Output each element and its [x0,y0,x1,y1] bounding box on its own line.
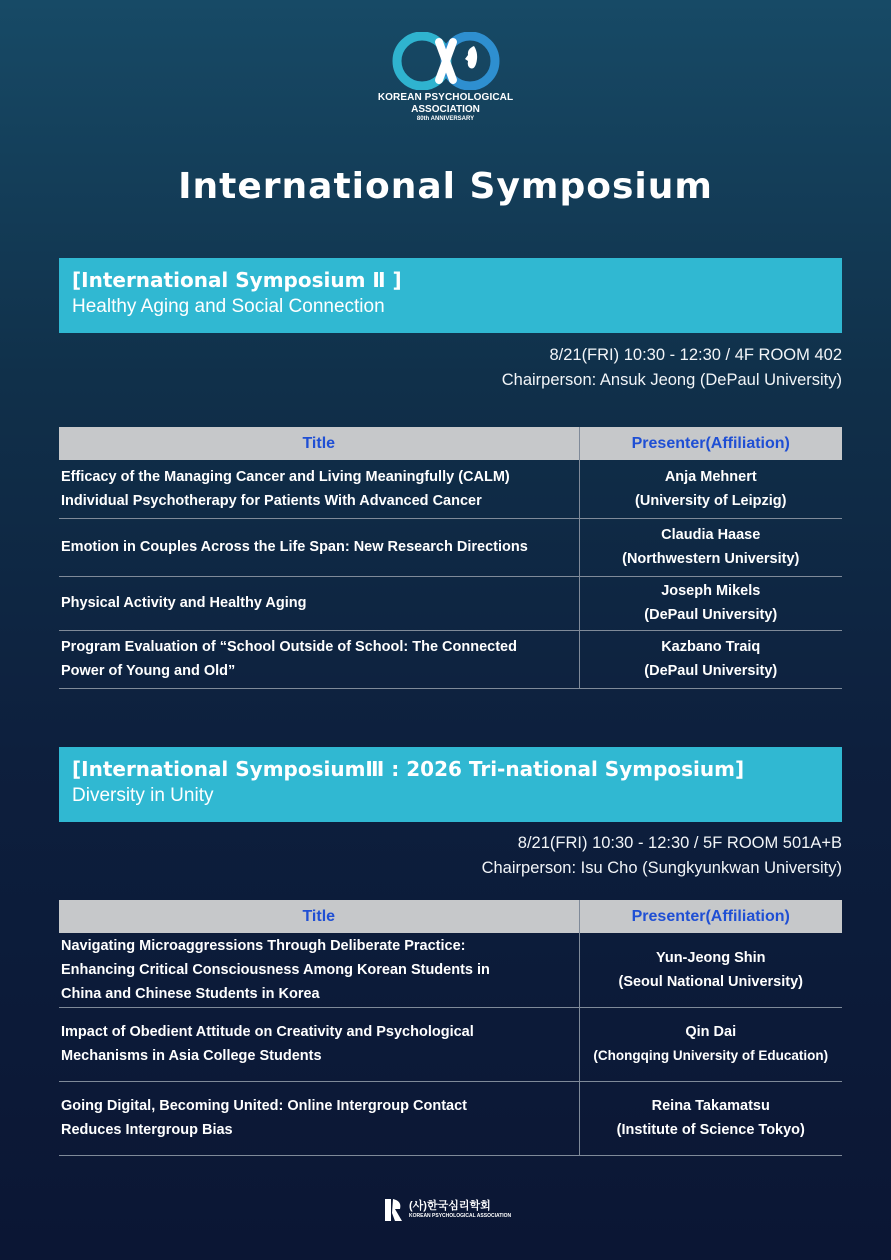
presenter-name: Yun-Jeong Shin [655,949,766,966]
presenter-affiliation: (DePaul University) [644,663,778,679]
session-2-banner [59,258,842,333]
infinity-faces-logo-icon [390,32,502,90]
presenter-cell [579,630,842,688]
logo-name-line1: KOREAN PSYCHOLOGICAL [377,92,514,103]
kpa-80th-logo [0,32,891,124]
session-2-table [59,427,842,689]
session-3-label: [International SymposiumⅢ : 2026 Tri-national Symposium] [72,757,745,781]
talk-title: Program Evaluation of “School Outside of School: The Connected Power of Young and Old” [59,630,579,688]
presenter-name: Anja Mehnert [664,468,757,485]
session-3-chair: Chairperson: Isu Cho (Sungkyunkwan University) [481,859,842,877]
logo-name-line2: ASSOCIATION [411,104,480,115]
talk-title: Impact of Obedient Attitude on Creativity and Psychological Mechanisms in Asia College Students [59,1007,579,1081]
session-2-info [502,343,842,393]
session-2-subtitle: Healthy Aging and Social Connection [72,296,385,317]
column-header-title: Title [59,900,579,933]
table-row [59,630,842,688]
column-header-presenter: Presenter(Affiliation) [579,900,842,933]
footer-org-korean: (사)한국심리학회 [409,1200,491,1212]
session-3-schedule: 8/21(FRI) 10:30 - 12:30 / 5F ROOM 501A+B [517,834,842,852]
presenter-name: Qin Dai [685,1024,737,1040]
presenter-affiliation: (DePaul University) [644,607,778,623]
page-title: International Symposium [178,166,713,207]
table-row [59,1081,842,1155]
presenter-cell [579,1007,842,1081]
presenter-cell [579,518,842,576]
session-3-banner [59,747,842,822]
table-row [59,518,842,576]
table-row [59,933,842,1007]
table-row [59,576,842,630]
logo-anniversary: 80th ANNIVERSARY [416,116,475,122]
presenter-cell [579,933,842,1007]
table-row [59,1007,842,1081]
talk-title: Efficacy of the Managing Cancer and Living Meaningfully (CALM) Individual Psychotherapy for Patients With Advanced Cancer [59,460,579,518]
kpa-logo-icon [384,1197,404,1223]
session-2-schedule: 8/21(FRI) 10:30 - 12:30 / 4F ROOM 402 [549,346,842,364]
column-header-presenter: Presenter(Affiliation) [579,427,842,460]
talk-title: Emotion in Couples Across the Life Span: New Research Directions [59,518,579,576]
session-2-chair: Chairperson: Ansuk Jeong (DePaul University) [501,371,842,389]
session-2-label: [International Symposium Ⅱ ] [72,268,402,292]
presenter-name: Joseph Mikels [661,583,761,599]
presenter-cell [579,1081,842,1155]
footer-org-english: KOREAN PSYCHOLOGICAL ASSOCIATION [409,1213,512,1219]
column-header-title: Title [59,427,579,460]
talk-title: Physical Activity and Healthy Aging [59,576,579,630]
presenter-affiliation: (Northwestern University) [622,551,800,567]
presenter-affiliation: (Institute of Science Tokyo) [616,1122,805,1138]
talk-title: Going Digital, Becoming United: Online Intergroup Contact Reduces Intergroup Bias [59,1081,579,1155]
presenter-name: Kazbano Traiq [661,639,761,655]
presenter-cell [579,460,842,518]
table-row [59,460,842,518]
session-3-info [482,831,842,881]
session-3-subtitle: Diversity in Unity [72,785,214,806]
presenter-affiliation: (Seoul National University) [618,973,803,990]
presenter-name: Reina Takamatsu [651,1098,770,1114]
talk-title: Navigating Microaggressions Through Deliberate Practice: Enhancing Critical Consciousness Among Korean Students in China and Chinese Students in Korea [59,933,579,1007]
presenter-affiliation: (Chongqing University of Education) [593,1048,829,1063]
presenter-affiliation: (University of Leipzig) [635,492,787,509]
presenter-cell [579,576,842,630]
footer-logo [384,1197,511,1223]
presenter-name: Claudia Haase [661,527,761,543]
session-3-table [59,900,842,1156]
